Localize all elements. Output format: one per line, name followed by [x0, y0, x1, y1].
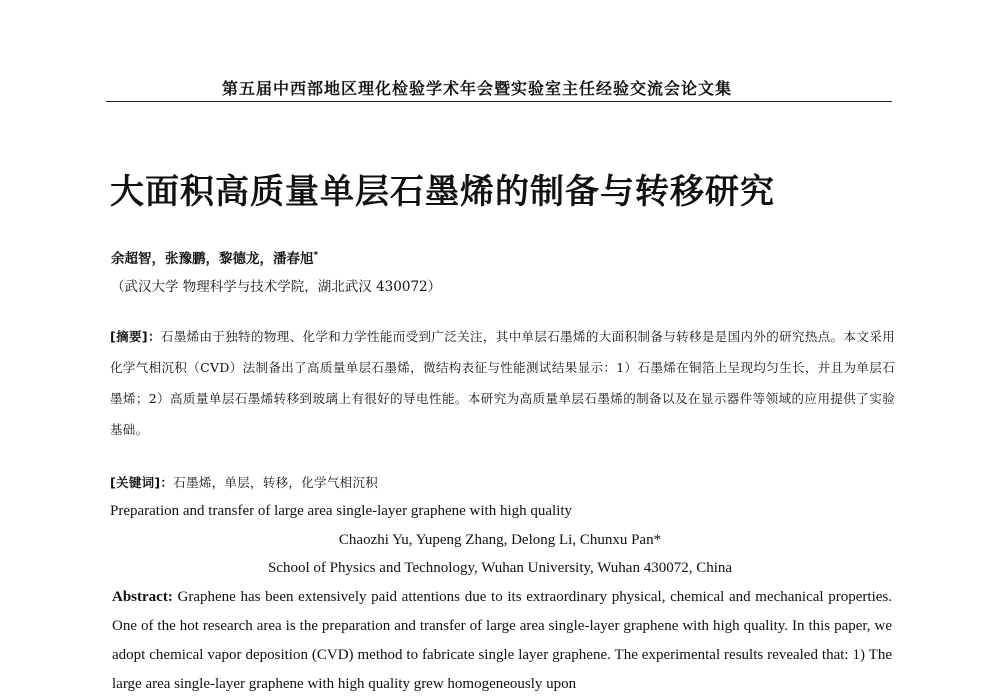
keywords-cn: [110, 467, 895, 498]
authors-cn-names: 余超智，张豫鹏，黎德龙，潘春旭: [111, 251, 314, 267]
authors-en: Chaozhi Yu, Yupeng Zhang, Delong Li, Chunxu Pan*: [338, 532, 662, 548]
abstract-text-cn: 石墨烯由于独特的物理、化学和力学性能而受到广泛关注，其中单层石墨烯的大面积制备与转移是是国内外的研究热点。本文采用化学气相沉积（CVD）法制备出了高质量单层石墨烯，微结构表征与性能测试结果显示：1）石墨烯在铜箔上呈现均匀生长，并且为单层石墨烯；2）高质量单层石墨烯转移到玻璃上有很好的导电性能。本研究为高质量单层石墨烯的制备以及在显示器件等领域的应用提供了实验基础。: [110, 329, 895, 437]
abstract-en: [112, 583, 892, 699]
affiliation-cn: （武汉大学 物理科学与技术学院，湖北武汉 430072）: [111, 279, 442, 295]
affiliation-en: School of Physics and Technology, Wuhan University, Wuhan 430072, China: [267, 560, 733, 576]
header-rule: [106, 101, 892, 102]
paper-title-cn: 大面积高质量单层石墨烯的制备与转移研究: [110, 172, 775, 212]
corresponding-mark: *: [313, 250, 319, 261]
keywords-text-cn: 石墨烯，单层，转移，化学气相沉积: [173, 475, 379, 490]
keywords-label-cn: [关键词]：: [110, 475, 174, 490]
running-header: 第五届中西部地区理化检验学术年会暨实验室主任经验交流会论文集: [222, 79, 733, 98]
abstract-label-en: Abstract:: [112, 589, 173, 605]
authors-cn: [111, 247, 318, 267]
abstract-label-cn: [摘要]：: [110, 329, 161, 344]
paper-title-en: Preparation and transfer of large area single-layer graphene with high quality: [110, 503, 573, 519]
abstract-cn: [110, 321, 895, 445]
abstract-text-en: Graphene has been extensively paid attentions due to its extraordinary physical, chemical and mechanical properties. One of the hot research area is the preparation and transfer of large area single-layer graphene with high quality. In this paper, we adopt chemical vapor deposition (CVD) method to fabricate single layer graphene. The experimental results revealed that: 1) The large area single-layer graphene with high quality grew homogeneously upon: [112, 589, 892, 692]
